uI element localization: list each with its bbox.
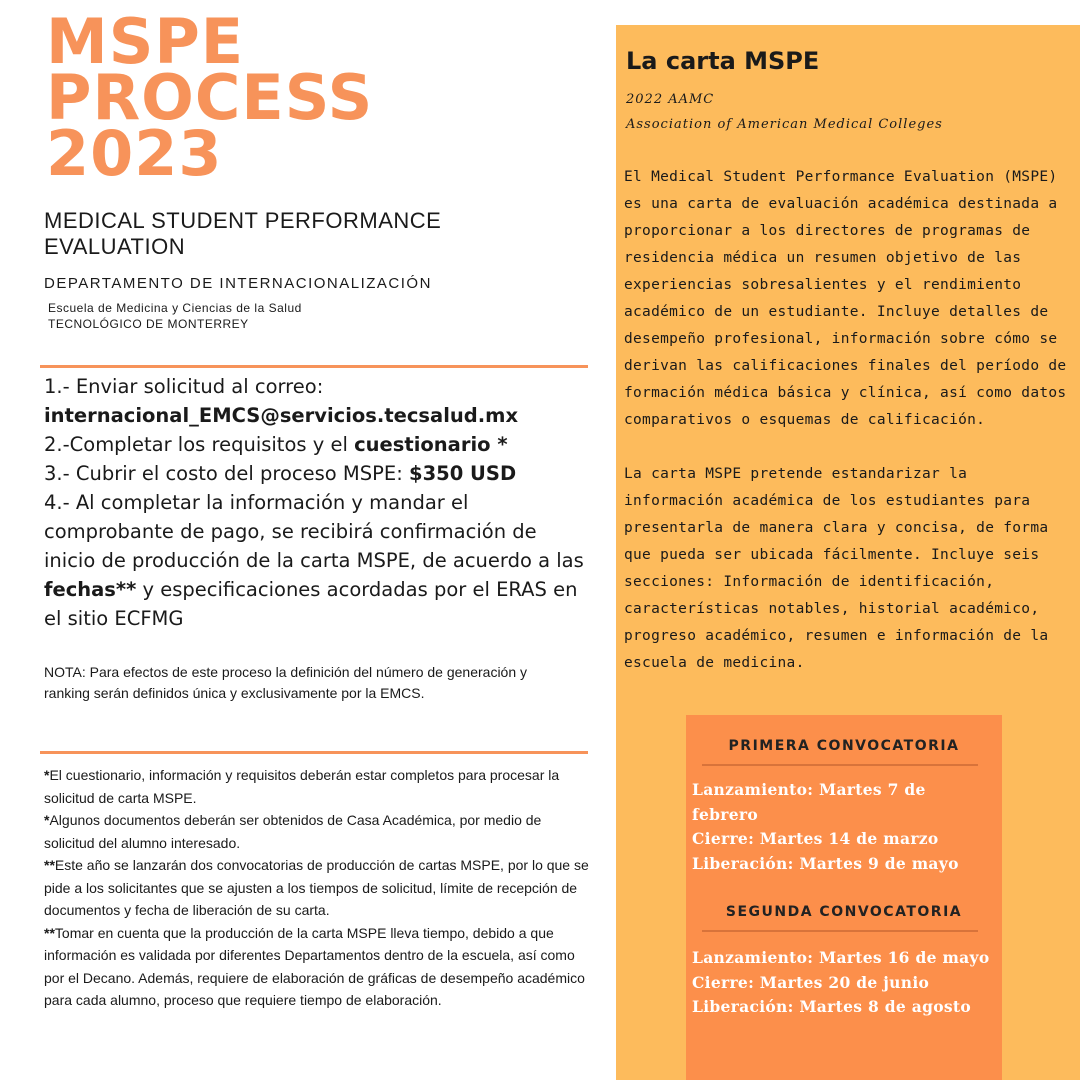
department: DEPARTAMENTO DE INTERNACIONALIZACIÓN <box>44 275 432 292</box>
step-4-text-b: y especificaciones acordadas por el ERAS en el sitio ECFMG <box>44 578 578 630</box>
panel-paragraph: El Medical Student Performance Evaluation (MSPE) es una carta de evaluación académica destinada a proporcionar a los directores de programas de residencia médica un resumen objetivo de las experiencias sobresalientes y el rendimiento académico de un estudiante. Incluye detalles de desempeño profesional, información sobre cómo se derivan las calificaciones finales del período de formación médica básica y clínica, así como datos comparativos o esquemas de calificación. <box>624 169 1067 428</box>
footnote <box>44 922 589 1012</box>
convocatoria-dates <box>692 778 997 876</box>
footnote-mark: * <box>44 812 50 828</box>
contact-email[interactable]: internacional_EMCS@servicios.tecsalud.mx <box>44 404 519 427</box>
divider <box>40 365 588 368</box>
step-1 <box>44 372 589 430</box>
school-info <box>48 300 302 332</box>
steps-list <box>44 372 589 633</box>
footnote-text: Tomar en cuenta que la producción de la carta MSPE lleva tiempo, debido a que información es validada por diferentes Departamentos dentro de la escuela, así como por el Decano. Además, requiere de elaboración de gráficas de desempeño académico para cada alumno, proceso que requiere tiempo de elaboración. <box>44 924 585 1008</box>
footnote-text: Algunos documentos deberán ser obtenidos de Casa Académica, por medio de solicitud del alumno interesado. <box>44 812 542 851</box>
footnote-mark: ** <box>44 924 55 941</box>
panel-subtitle <box>626 87 943 137</box>
release-date: Liberación: Martes 9 de mayo <box>692 853 959 873</box>
step-3-text: 3.- Cubrir el costo del proceso MSPE: <box>44 462 409 485</box>
panel-title: La carta MSPE <box>626 47 820 75</box>
convocatoria-heading: SEGUNDA CONVOCATORIA <box>725 904 963 920</box>
info-panel <box>616 25 1080 1080</box>
divider <box>702 930 978 932</box>
page-title <box>46 5 566 190</box>
convocatoria-heading: PRIMERA CONVOCATORIA <box>728 738 960 754</box>
footnote <box>44 809 589 854</box>
footnote-mark: ** <box>44 857 55 873</box>
footnote-text: El cuestionario, información y requisitos deberán estar completos para procesar la solicitud de carta MSPE. <box>44 767 560 806</box>
footnote-mark: * <box>44 767 50 783</box>
convocatorias-box <box>686 715 1002 1080</box>
launch-date: Lanzamiento: Martes 16 de mayo <box>692 948 990 967</box>
subtitle: MEDICAL STUDENT PERFORMANCE EVALUATION <box>44 208 442 259</box>
panel-subtitle-year: 2022 AAMC <box>626 92 715 107</box>
release-date: Liberación: Martes 8 de agosto <box>692 997 971 1016</box>
step-2 <box>44 430 589 459</box>
panel-subtitle-org: Association of American Medical Colleges <box>626 117 943 132</box>
close-date: Cierre: Martes 20 de junio <box>692 972 930 992</box>
footnote <box>44 764 589 809</box>
step-4 <box>44 488 589 633</box>
footnote <box>44 854 589 922</box>
institution-name: TECNOLÓGICO DE MONTERREY <box>48 317 249 331</box>
school-name: Escuela de Medicina y Ciencias de la Salud <box>48 301 302 315</box>
title-line: 2023 <box>46 117 223 190</box>
divider <box>702 764 978 766</box>
step-2-text: 2.-Completar los requisitos y el <box>44 433 355 456</box>
launch-date: Lanzamiento: Martes 7 de febrero <box>692 780 926 824</box>
title-line: PROCESS <box>46 61 374 134</box>
step-4-bold: fechas** <box>44 578 137 601</box>
convocatoria-dates <box>692 946 997 1020</box>
step-1-text: 1.- Enviar solicitud al correo: <box>44 375 324 398</box>
divider <box>40 751 588 754</box>
step-4-text-a: 4.- Al completar la información y mandar el comprobante de pago, se recibirá confirmación de inicio de producción de la carta MSPE, de acuerdo a las <box>44 491 584 572</box>
title-line: MSPE <box>46 5 245 78</box>
price: $350 USD <box>409 462 517 485</box>
panel-paragraph: La carta MSPE pretende estandarizar la información académica de los estudiantes para presentarla de manera clara y concisa, de forma que pueda ser ubicada fácilmente. Incluye seis secciones: Información de identificación, características notables, historial académico, progreso académico, resumen e información de la escuela de medicina. <box>624 466 1049 671</box>
nota: NOTA: Para efectos de este proceso la definición del número de generación y ranking serán definidos única y exclusivamente por la EMCS. <box>44 664 528 701</box>
footnotes <box>44 764 589 1012</box>
step-2-bold: cuestionario * <box>354 433 508 456</box>
panel-body <box>624 164 1069 677</box>
close-date: Cierre: Martes 14 de marzo <box>692 829 939 848</box>
footnote-text: Este año se lanzarán dos convocatorias de producción de cartas MSPE, por lo que se pide a los solicitantes que se ajusten a los tiempos de solicitud, límite de recepción de documentos y fecha de liberación de su carta. <box>44 857 589 918</box>
step-3 <box>44 459 589 488</box>
